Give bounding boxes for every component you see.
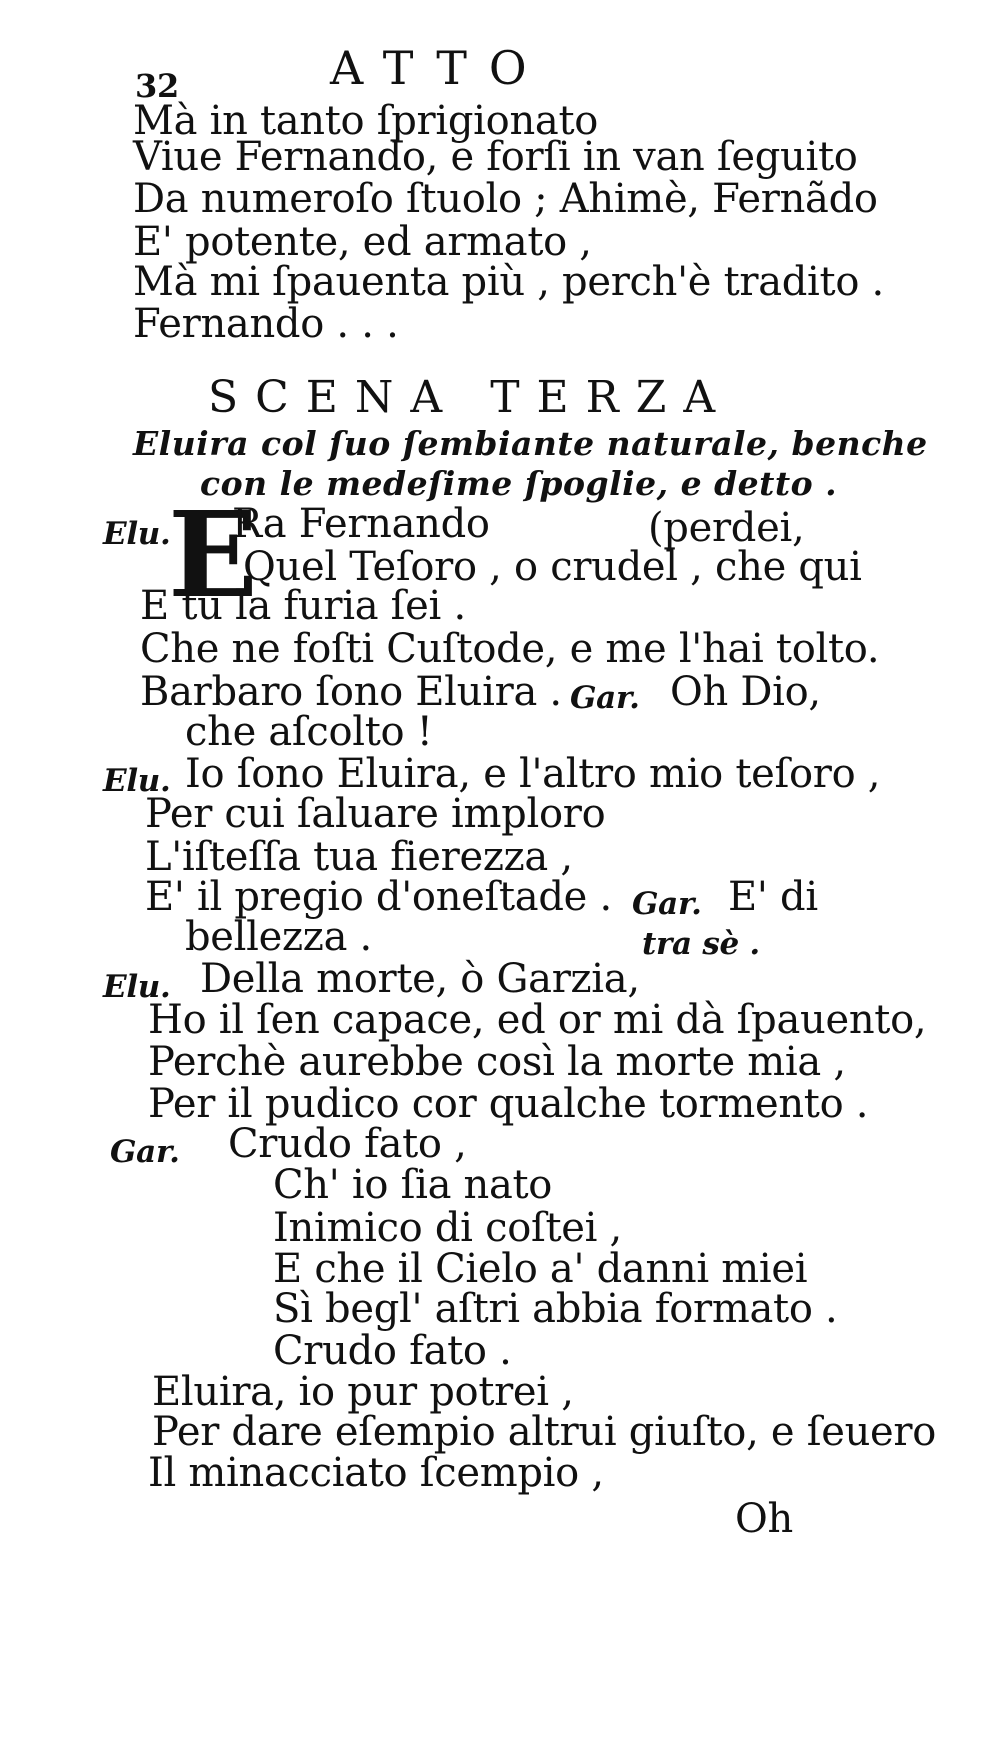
verse-line: Inimico di coſtei ,	[273, 1205, 622, 1251]
verse-line: Quel Teſoro , o crudel , che qui	[243, 544, 862, 590]
speaker-label: Elu.	[103, 969, 171, 1005]
verse-line: E tù la furia ſei .	[140, 583, 466, 629]
verse-line: Per il pudico cor qualche tormento .	[148, 1081, 869, 1127]
stage-direction: Eluira col ſuo ſembiante naturale, benche	[133, 424, 928, 463]
verse-line: Ra Fernando	[232, 501, 490, 547]
verse-line: Viue Fernando, e forſi in van ſeguito	[133, 134, 858, 180]
verse-line: E' di	[728, 874, 818, 920]
verse-line: E' il pregio d'oneſtade .	[145, 874, 612, 920]
verse-line: Fernando . . .	[133, 301, 399, 347]
verse-line: Eluira, io pur potrei ,	[152, 1369, 574, 1415]
verse-line: Crudo fato ,	[228, 1121, 467, 1167]
verse-line: Crudo fato .	[273, 1328, 512, 1374]
stage-aside: tra sè .	[642, 926, 760, 962]
verse-line: Io ſono Eluira, e l'altro mio teſoro ,	[185, 751, 881, 797]
verse-line: bellezza .	[185, 914, 372, 960]
verse-line: Che ne foſti Cuſtode, e me l'hai tolto.	[140, 626, 880, 672]
verse-line: E' potente, ed armato ,	[133, 219, 592, 265]
running-title: ATTO	[330, 41, 549, 95]
drop-cap: E	[168, 485, 258, 624]
scene-title: SCENA TERZA	[208, 372, 733, 423]
speaker-label: Elu.	[103, 763, 171, 799]
verse-line: Barbaro ſono Eluira .	[140, 669, 562, 715]
verse-line: (perdei,	[648, 505, 805, 551]
verse-line: Per cui ſaluare imploro	[145, 791, 606, 837]
verse-line: Perchè aurebbe così la morte mia ,	[148, 1039, 846, 1085]
verse-line: Mà in tanto ſprigionato	[133, 98, 599, 144]
verse-line: Ch' io ſia nato	[273, 1162, 553, 1208]
verse-line: E che il Cielo a' danni miei	[273, 1246, 808, 1292]
catchword: Oh	[735, 1496, 793, 1542]
verse-line: Ho il ſen capace, ed or mi dà ſpauento,	[148, 997, 927, 1043]
verse-line: Da numeroſo ſtuolo ; Ahimè, Fernãdo	[133, 176, 878, 222]
verse-line: L'iſteſſa tua fierezza ,	[145, 834, 573, 880]
verse-line: Il minacciato ſcempio ,	[148, 1450, 604, 1496]
speaker-label: Gar.	[632, 886, 702, 922]
speaker-label: Gar.	[110, 1134, 180, 1170]
speaker-label: Gar.	[570, 680, 640, 716]
verse-line: che aſcolto !	[185, 709, 433, 755]
page-number: 32	[135, 67, 179, 105]
verse-line: Sì begl' aſtri abbia formato .	[273, 1286, 838, 1332]
verse-line: Per dare eſempio altrui giuſto, e ſeuero	[152, 1409, 937, 1455]
verse-line: Della morte, ò Garzia,	[200, 956, 640, 1002]
stage-direction: con le medeſime ſpoglie, e detto .	[200, 464, 838, 503]
speaker-label: Elu.	[103, 516, 171, 552]
verse-line: Oh Dio,	[670, 669, 821, 715]
verse-line: Mà mi ſpauenta più , perch'è tradito .	[133, 259, 884, 305]
